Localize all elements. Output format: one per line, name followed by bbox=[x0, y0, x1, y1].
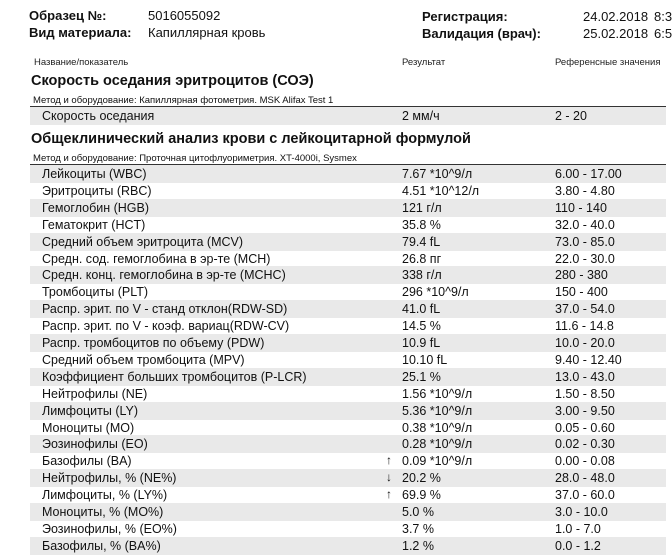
test-result: 10.9 fL bbox=[402, 336, 441, 350]
table-row bbox=[30, 165, 666, 183]
column-header-name: Название/показатель bbox=[34, 57, 129, 68]
reference-range: 1.50 - 8.50 bbox=[555, 386, 615, 401]
reference-range: 6.00 - 17.00 bbox=[555, 167, 622, 181]
reference-range: 10.0 - 20.0 bbox=[555, 336, 615, 350]
test-name: Средний объем эритроцита (MCV) bbox=[42, 234, 244, 249]
test-name: Средн. конц. гемоглобина в эр-те (MCHC) bbox=[42, 268, 286, 283]
table-row bbox=[30, 182, 666, 200]
test-name: Распр. эрит. по V - коэф. вариац(RDW-CV) bbox=[42, 319, 290, 334]
table-row bbox=[30, 199, 666, 217]
table-row bbox=[30, 283, 666, 301]
test-result: 0.09 *10^9/л bbox=[402, 454, 473, 469]
reference-range: 0.00 - 0.08 bbox=[555, 454, 615, 469]
test-name: Коэффициент больших тромбоцитов (P-LCR) bbox=[42, 369, 307, 384]
test-name: Эозинофилы, % (EO%) bbox=[42, 521, 177, 536]
test-name: Лимфоциты (LY) bbox=[42, 403, 139, 418]
table-row bbox=[30, 300, 666, 318]
test-result: 5.36 *10^9/л bbox=[402, 403, 473, 418]
test-name: Скорость оседания bbox=[42, 109, 155, 123]
test-result: 79.4 fL bbox=[402, 234, 441, 249]
sample-number-label: Образец №: bbox=[29, 8, 107, 23]
test-result: 338 г/л bbox=[402, 268, 442, 283]
flag-arrow-icon: ↑ bbox=[386, 453, 392, 468]
test-result: 5.0 % bbox=[402, 505, 434, 519]
test-result: 4.51 *10^12/л bbox=[402, 183, 480, 198]
section-method-cbc: Метод и оборудование: Проточная цитофлуориметрия. XT-4000i, Sysmex bbox=[33, 153, 357, 164]
reference-range: 9.40 - 12.40 bbox=[555, 352, 622, 367]
test-result: 121 г/л bbox=[402, 200, 442, 215]
test-name: Базофилы (BA) bbox=[42, 454, 132, 469]
test-name: Эозинофилы (EO) bbox=[42, 437, 148, 452]
reference-range: 150 - 400 bbox=[555, 285, 608, 300]
reference-range: 3.80 - 4.80 bbox=[555, 183, 615, 198]
test-result: 26.8 пг bbox=[402, 251, 442, 266]
validation-time: 6:5 bbox=[654, 26, 672, 41]
test-result: 7.67 *10^9/л bbox=[402, 167, 473, 181]
reference-range: 280 - 380 bbox=[555, 268, 608, 283]
reference-range: 37.0 - 60.0 bbox=[555, 488, 615, 503]
table-row bbox=[30, 250, 666, 268]
reference-range: 0.0 - 1.2 bbox=[555, 538, 601, 553]
reference-range: 73.0 - 85.0 bbox=[555, 234, 615, 249]
table-row bbox=[30, 233, 666, 251]
test-name: Средн. сод. гемоглобина в эр-те (MCH) bbox=[42, 251, 271, 266]
table-row bbox=[30, 486, 666, 504]
reference-range: 37.0 - 54.0 bbox=[555, 302, 615, 317]
test-result: 1.2 % bbox=[402, 538, 434, 553]
test-result: 41.0 fL bbox=[402, 302, 441, 317]
registration-label: Регистрация: bbox=[422, 9, 508, 24]
validation-label: Валидация (врач): bbox=[422, 26, 541, 41]
section-title-cbc: Общеклинический анализ крови с лейкоцитарной формулой bbox=[31, 131, 471, 147]
test-name: Распр. тромбоцитов по объему (PDW) bbox=[42, 336, 265, 350]
registration-date: 24.02.2018 bbox=[583, 9, 649, 24]
column-header-result: Результат bbox=[402, 57, 446, 68]
test-name: Лейкоциты (WBC) bbox=[42, 167, 147, 181]
reference-range: 2 - 20 bbox=[555, 109, 587, 123]
table-row bbox=[30, 107, 666, 125]
test-result: 296 *10^9/л bbox=[402, 285, 469, 300]
table-row bbox=[30, 351, 666, 369]
material-type-value: Капиллярная кровь bbox=[148, 25, 266, 40]
test-name: Гемоглобин (HGB) bbox=[42, 200, 150, 215]
table-row bbox=[30, 503, 666, 521]
table-row bbox=[30, 317, 666, 335]
test-result: 10.10 fL bbox=[402, 352, 448, 367]
test-name: Базофилы, % (BA%) bbox=[42, 538, 161, 553]
reference-range: 0.05 - 0.60 bbox=[555, 420, 615, 435]
table-row bbox=[30, 266, 666, 284]
test-result: 1.56 *10^9/л bbox=[402, 386, 473, 401]
registration-time: 8:3 bbox=[654, 9, 672, 24]
table-row bbox=[30, 216, 666, 234]
reference-range: 28.0 - 48.0 bbox=[555, 471, 615, 486]
reference-range: 13.0 - 43.0 bbox=[555, 369, 615, 384]
test-name: Тромбоциты (PLT) bbox=[42, 285, 149, 300]
table-row bbox=[30, 435, 666, 453]
section-method-esr: Метод и оборудование: Капиллярная фотометрия. MSK Alifax Test 1 bbox=[33, 95, 334, 106]
section-title-esr: Скорость оседания эритроцитов (СОЭ) bbox=[31, 73, 314, 89]
validation-date: 25.02.2018 bbox=[583, 26, 649, 41]
test-name: Моноциты, % (MO%) bbox=[42, 505, 164, 519]
test-result: 35.8 % bbox=[402, 217, 441, 232]
column-header-reference: Референсные значения bbox=[555, 57, 661, 68]
test-result: 3.7 % bbox=[402, 521, 434, 536]
table-row bbox=[30, 520, 666, 538]
reference-range: 0.02 - 0.30 bbox=[555, 437, 615, 452]
reference-range: 3.00 - 9.50 bbox=[555, 403, 615, 418]
test-name: Средний объем тромбоцита (MPV) bbox=[42, 352, 245, 367]
reference-range: 1.0 - 7.0 bbox=[555, 521, 601, 536]
reference-range: 110 - 140 bbox=[555, 200, 607, 215]
table-row bbox=[30, 419, 666, 437]
test-result: 0.38 *10^9/л bbox=[402, 420, 473, 435]
table-row bbox=[30, 402, 666, 420]
test-name: Моноциты (MO) bbox=[42, 420, 135, 435]
table-row bbox=[30, 334, 666, 352]
reference-range: 11.6 - 14.8 bbox=[555, 319, 614, 334]
test-name: Распр. эрит. по V - станд отклон(RDW-SD) bbox=[42, 302, 288, 317]
test-name: Эритроциты (RBC) bbox=[42, 183, 152, 198]
material-type-label: Вид материала: bbox=[29, 25, 132, 40]
sample-number-value: 5016055092 bbox=[148, 8, 221, 23]
reference-range: 32.0 - 40.0 bbox=[555, 217, 615, 232]
reference-range: 22.0 - 30.0 bbox=[555, 251, 615, 266]
test-name: Нейтрофилы (NE) bbox=[42, 386, 148, 401]
reference-range: 3.0 - 10.0 bbox=[555, 505, 608, 519]
test-result: 2 мм/ч bbox=[402, 109, 440, 123]
test-name: Лимфоциты, % (LY%) bbox=[42, 488, 168, 503]
test-name: Гематокрит (HCT) bbox=[42, 217, 146, 232]
test-result: 20.2 % bbox=[402, 471, 441, 486]
table-row bbox=[30, 452, 666, 470]
flag-arrow-icon: ↑ bbox=[386, 487, 392, 502]
test-result: 69.9 % bbox=[402, 488, 441, 503]
table-row bbox=[30, 368, 666, 386]
table-row bbox=[30, 537, 666, 555]
test-result: 0.28 *10^9/л bbox=[402, 437, 473, 452]
table-row bbox=[30, 385, 666, 403]
test-name: Нейтрофилы, % (NE%) bbox=[42, 471, 177, 486]
test-result: 14.5 % bbox=[402, 319, 441, 334]
test-result: 25.1 % bbox=[402, 369, 441, 384]
flag-arrow-icon: ↓ bbox=[386, 470, 392, 485]
table-row bbox=[30, 469, 666, 487]
